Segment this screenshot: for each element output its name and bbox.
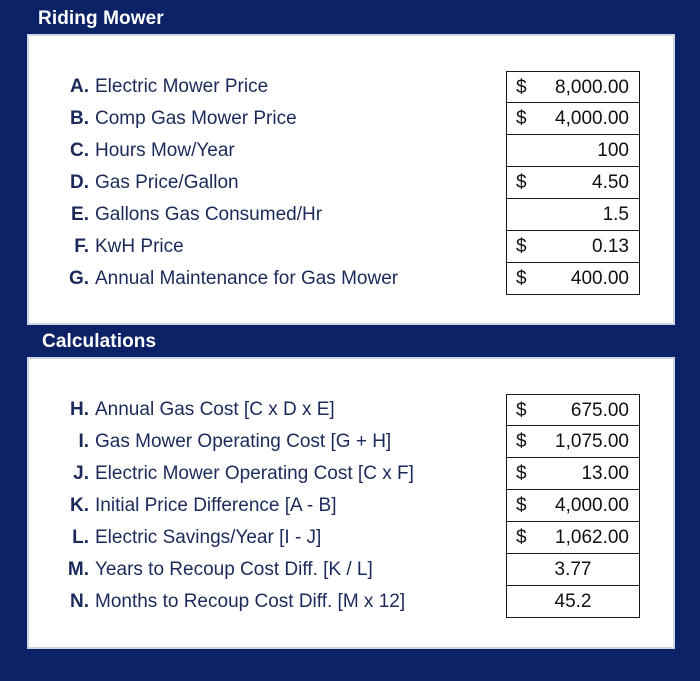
inputs-row-a [29,71,673,103]
inputs-row-g [29,263,673,295]
value-text: 13.00 [581,463,629,484]
row-letter: G. [68,268,89,289]
row-letter: D. [70,172,89,193]
value-text: 4,000.00 [555,495,629,516]
value-cell [506,394,640,426]
currency-symbol: $ [516,77,527,98]
row-label: Gas Price/Gallon [95,172,239,193]
value-cell [506,71,640,103]
currency-symbol: $ [516,527,527,548]
inputs-panel [27,34,675,325]
section-title-calculations: Calculations [42,331,157,352]
calculations-row-m [29,554,673,586]
value-cell [506,426,640,458]
currency-symbol: $ [516,431,527,452]
inputs-row-e [29,199,673,231]
row-letter: J. [73,463,89,484]
inputs-row-c [29,135,673,167]
inputs-row-d [29,167,673,199]
value-cell [506,135,640,167]
currency-symbol: $ [516,108,527,129]
calculations-row-n [29,586,673,618]
value-text: 1,075.00 [555,431,629,452]
row-label: Initial Price Difference [A - B] [95,495,337,516]
currency-symbol: $ [516,268,527,289]
row-label: Electric Mower Operating Cost [C x F] [95,463,414,484]
value-cell [506,263,640,295]
value-text: 400.00 [570,268,629,289]
calculations-row-i [29,426,673,458]
value-cell [506,231,640,263]
currency-symbol: $ [516,236,527,257]
value-cell [506,167,640,199]
value-cell [506,103,640,135]
row-label: Comp Gas Mower Price [95,108,297,129]
calculations-panel [27,357,675,649]
inputs-row-b [29,103,673,135]
row-letter: N. [70,591,89,612]
row-letter: M. [67,559,89,580]
value-text: 0.13 [592,236,629,257]
value-cell [506,554,640,586]
value-text: 1.5 [602,204,629,225]
row-label: Months to Recoup Cost Diff. [M x 12] [95,591,406,612]
currency-symbol: $ [516,463,527,484]
value-cell [506,522,640,554]
calculations-row-k [29,490,673,522]
row-label: Years to Recoup Cost Diff. [K / L] [95,559,373,580]
value-text: 3.77 [554,559,592,580]
calculations-row-l [29,522,673,554]
inputs-row-f [29,231,673,263]
value-text: 4.50 [592,172,629,193]
currency-symbol: $ [516,400,527,421]
row-label: Gallons Gas Consumed/Hr [95,204,323,225]
value-text: 8,000.00 [555,77,629,98]
calculations-row-j [29,458,673,490]
value-cell [506,586,640,618]
value-text: 1,062.00 [555,527,629,548]
row-letter: I. [78,431,89,452]
row-letter: L. [72,527,89,548]
row-letter: H. [70,399,89,420]
row-label: Gas Mower Operating Cost [G + H] [95,431,392,452]
value-text: 4,000.00 [555,108,629,129]
section-title-riding-mower: Riding Mower [38,8,164,29]
value-text: 45.2 [554,591,592,612]
currency-symbol: $ [516,172,527,193]
calculations-row-h [29,394,673,426]
row-letter: E. [71,204,89,225]
row-label: Annual Gas Cost [C x D x E] [95,399,335,420]
row-letter: K. [70,495,89,516]
value-cell [506,458,640,490]
row-letter: F. [74,236,89,257]
currency-symbol: $ [516,495,527,516]
row-label: KwH Price [95,236,184,257]
row-label: Electric Savings/Year [I - J] [95,527,322,548]
row-label: Hours Mow/Year [95,140,235,161]
value-cell [506,490,640,522]
value-text: 100 [597,140,629,161]
row-letter: B. [70,108,89,129]
row-label: Electric Mower Price [95,76,269,97]
value-cell [506,199,640,231]
row-letter: A. [70,76,89,97]
value-text: 675.00 [570,400,629,421]
row-label: Annual Maintenance for Gas Mower [95,268,399,289]
row-letter: C. [70,140,89,161]
